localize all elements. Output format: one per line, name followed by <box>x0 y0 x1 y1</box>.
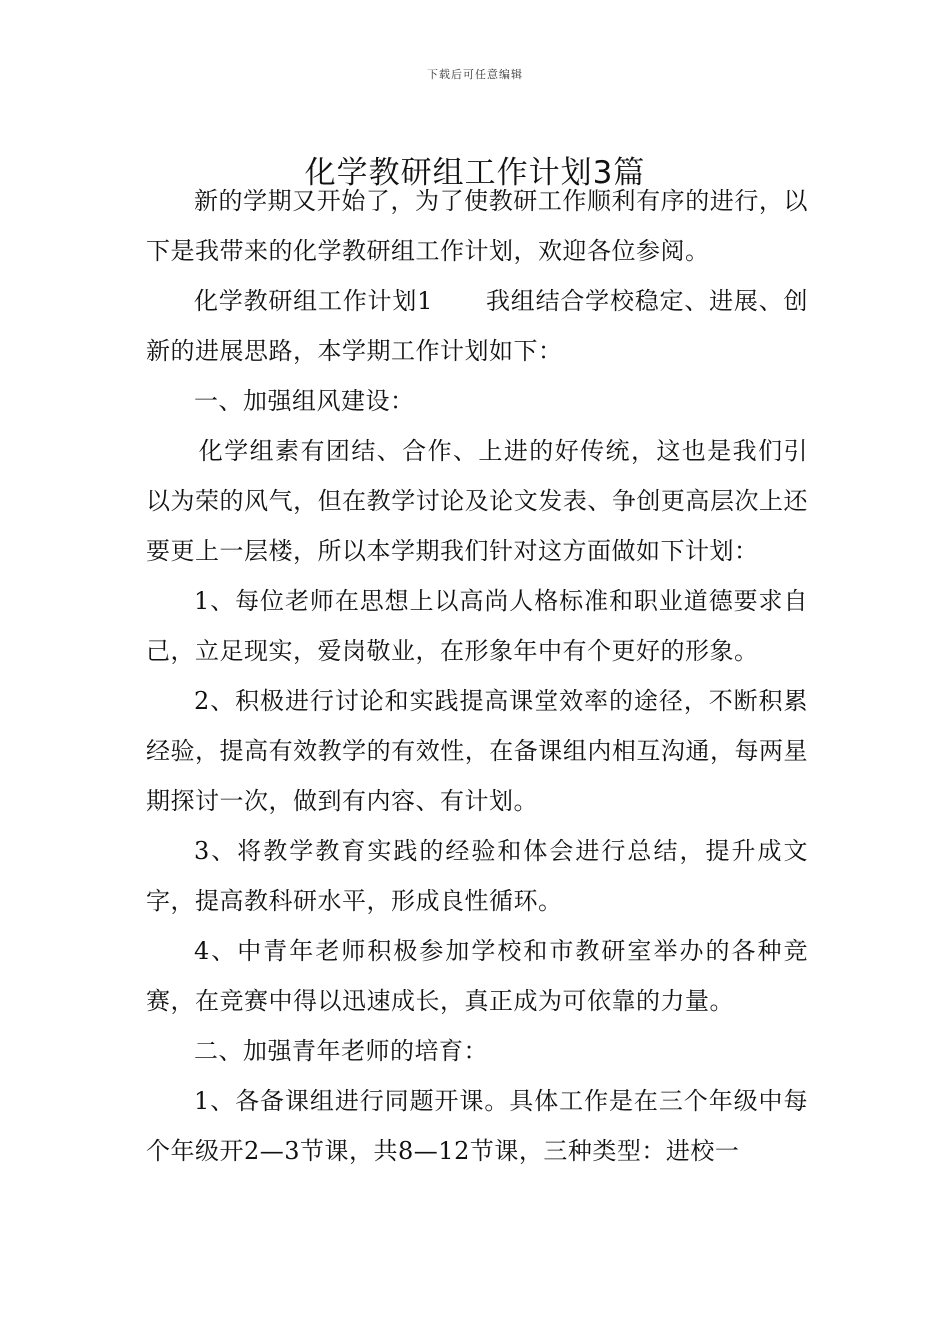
section-heading-2: 二、加强青年老师的培育： <box>194 1037 488 1065</box>
header-note: 下载后可任意编辑 <box>427 68 523 81</box>
list-item-1: 1、每位老师在思想上以高尚人格标准和职业道德要求自己，立足现实，爱岗敬业，在形象年中有个更好的形象。 <box>146 587 808 665</box>
plan-1-text: 我组结合学校稳定、进展、创新的进展思路，本学期工作计划如下： <box>146 287 808 365</box>
list-item-2: 2、积极进行讨论和实践提高课堂效率的途径，不断积累经验，提高有效教学的有效性，在备课组内相互沟通，每两星期探讨一次，做到有内容、有计划。 <box>146 687 808 815</box>
paragraph-intro: 新的学期又开始了，为了使教研工作顺利有序的进行，以下是我带来的化学教研组工作计划，欢迎各位参阅。 <box>146 187 808 265</box>
paragraph-group-style: 化学组素有团结、合作、上进的好传统，这也是我们引以为荣的风气，但在教学讨论及论文发表、争创更高层次上还要更上一层楼，所以本学期我们针对这方面做如下计划： <box>146 437 808 565</box>
document-body <box>146 176 808 1176</box>
list-item-training-1: 1、各备课组进行同题开课。具体工作是在三个年级中每个年级开2—3节课，共8—12节课，三种类型：进校一 <box>146 1087 808 1165</box>
plan-1-label: 化学教研组工作计划1 <box>194 287 433 315</box>
document-title: 化学教研组工作计划3篇 <box>304 154 646 191</box>
list-item-4: 4、中青年老师积极参加学校和市教研室举办的各种竞赛，在竞赛中得以迅速成长，真正成为可依靠的力量。 <box>146 937 808 1015</box>
section-heading-1: 一、加强组风建设： <box>194 387 415 415</box>
paragraph-plan-1-intro <box>146 276 808 376</box>
list-item-3: 3、将教学教育实践的经验和体会进行总结，提升成文字，提高教科研水平，形成良性循环。 <box>146 837 808 915</box>
